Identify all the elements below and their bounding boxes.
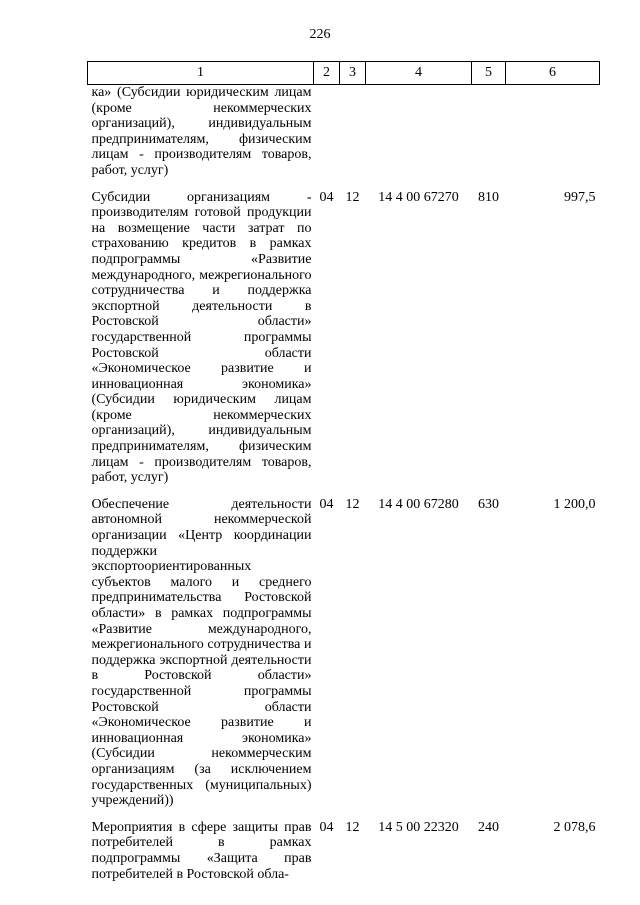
row-amount: 2 078,6 bbox=[553, 819, 596, 835]
row-target-article bbox=[366, 85, 472, 179]
table-row bbox=[88, 85, 600, 179]
row-description: Обеспечение деятельности автономной некоммерческой организации «Центр координации поддержки экспортоориентированных субъектов малого и среднего предпринимательства Ростовской области» в рамках подпрограммы «Развитие международного, межрегионального сотрудничества и поддержка экспортной деятельности в Ростовской области» государственной программы Ростовской области «Экономическое развитие и инновационная экономика» (Субсидии некоммерческим организациям (за исключением государственных (муниципальных) учреждений)) bbox=[91, 496, 312, 809]
budget-table bbox=[87, 61, 600, 882]
row-expense-type bbox=[472, 85, 506, 179]
table-row bbox=[88, 486, 600, 809]
row-subsection: 12 bbox=[345, 819, 360, 835]
row-amount: 997,5 bbox=[564, 189, 596, 205]
row-target-article: 14 4 00 67270 bbox=[378, 189, 459, 205]
row-section: 04 bbox=[319, 819, 334, 835]
column-header-4: 4 bbox=[366, 62, 472, 85]
row-expense-type: 240 bbox=[478, 819, 499, 835]
row-expense-type: 630 bbox=[478, 496, 499, 512]
row-description: ка» (Субсидии юридическим лицам (кроме некоммерческих организаций), индивидуальным предпринимателям, физическим лицам - производителям товаров, работ, услуг) bbox=[91, 85, 312, 178]
column-header-6: 6 bbox=[506, 62, 600, 85]
row-description: Субсидии организациям - производителям готовой продукции на возмещение части затрат по страхованию кредитов в рамках подпрограммы «Развитие международного, межрегионального сотрудничества и поддержка экспортной деятельности в Ростовской области» государственной программы Ростовской области «Экономическое развитие и инновационная экономика» (Субсидии юридическим лицам (кроме некоммерческих организаций), индивидуальным предпринимателям, физическим лицам - производителям товаров, работ, услуг) bbox=[91, 189, 312, 486]
row-subsection: 12 bbox=[345, 189, 360, 205]
column-header-5: 5 bbox=[472, 62, 506, 85]
column-header-3: 3 bbox=[340, 62, 366, 85]
row-description: Мероприятия в сфере защиты прав потребителей в рамках подпрограммы «Защита прав потребителей в Ростовской обла- bbox=[91, 819, 312, 882]
page-number: 226 bbox=[309, 27, 331, 42]
row-target-article: 14 4 00 67280 bbox=[378, 496, 459, 512]
column-header-1: 1 bbox=[88, 62, 314, 85]
row-subsection: 12 bbox=[345, 496, 360, 512]
row-section: 04 bbox=[319, 496, 334, 512]
row-section bbox=[314, 85, 340, 179]
row-section: 04 bbox=[319, 189, 334, 205]
table-header-row bbox=[88, 62, 600, 85]
row-amount bbox=[506, 85, 600, 179]
table-row bbox=[88, 179, 600, 486]
row-subsection bbox=[340, 85, 366, 179]
column-header-2: 2 bbox=[314, 62, 340, 85]
table-row bbox=[88, 809, 600, 882]
row-target-article: 14 5 00 22320 bbox=[378, 819, 459, 835]
row-expense-type: 810 bbox=[478, 189, 499, 205]
row-amount: 1 200,0 bbox=[553, 496, 596, 512]
